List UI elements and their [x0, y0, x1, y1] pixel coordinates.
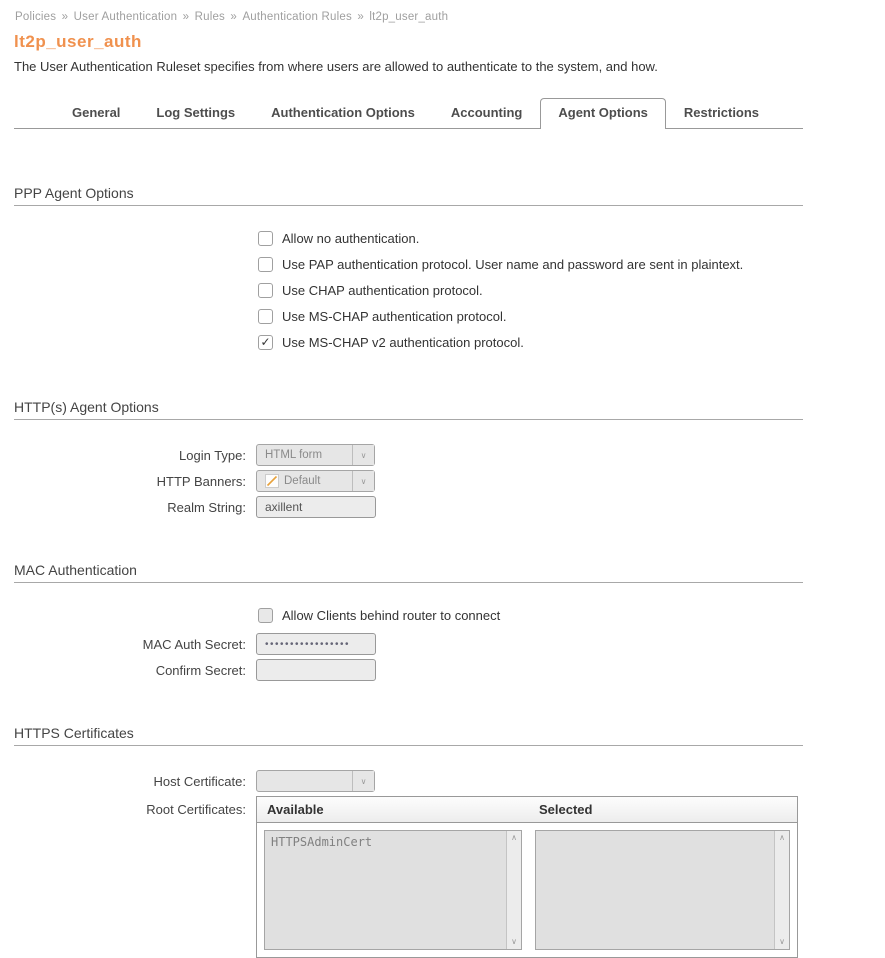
- checkbox[interactable]: [258, 309, 273, 324]
- section-heading: PPP Agent Options: [14, 185, 134, 201]
- checkbox[interactable]: [258, 335, 273, 350]
- page-title: lt2p_user_auth: [14, 32, 142, 51]
- mac-auth-secret-input[interactable]: [256, 633, 376, 655]
- available-header: Available: [267, 802, 324, 817]
- ppp-checkbox-list: [258, 230, 803, 350]
- section-http-agent-options: [14, 399, 803, 518]
- root-certificates-label: Root Certificates:: [146, 802, 246, 817]
- breadcrumb-rules[interactable]: Rules: [194, 11, 226, 23]
- checkbox-row-chap[interactable]: [258, 282, 803, 298]
- realm-string-label: Realm String:: [167, 499, 246, 515]
- login-type-row: [14, 444, 803, 466]
- section-mac-authentication: [14, 562, 803, 681]
- section-heading: MAC Authentication: [14, 562, 137, 578]
- section-heading: HTTP(s) Agent Options: [14, 399, 159, 415]
- realm-string-row: [14, 496, 803, 518]
- check-icon: ✓: [260, 335, 271, 349]
- section-divider: [14, 205, 803, 206]
- root-certificates-row: [14, 796, 803, 958]
- tab-log-settings[interactable]: Log Settings: [156, 105, 236, 120]
- checkbox-row-mschap[interactable]: [258, 308, 803, 324]
- breadcrumb-user-authentication[interactable]: User Authentication: [73, 11, 178, 23]
- scroll-up-icon[interactable]: ∧: [511, 833, 517, 842]
- checkbox-label: Use CHAP authentication protocol.: [282, 282, 483, 298]
- checkbox-row-allow-no-auth[interactable]: [258, 230, 803, 246]
- dual-list-body: [257, 823, 797, 957]
- tab-accounting[interactable]: Accounting: [450, 105, 523, 120]
- checkbox-row-pap[interactable]: [258, 256, 803, 272]
- banner-edit-icon: [265, 474, 279, 488]
- login-type-value: HTML form: [265, 449, 323, 461]
- section-divider: [14, 419, 803, 420]
- tab-bar: [14, 100, 803, 129]
- host-certificate-row: [14, 770, 803, 792]
- checkbox[interactable]: [258, 283, 273, 298]
- checkbox[interactable]: [258, 231, 273, 246]
- checkbox-label: Use PAP authentication protocol. User name and password are sent in plaintext.: [282, 256, 744, 272]
- scroll-down-icon[interactable]: ∨: [779, 937, 785, 946]
- page-description: The User Authentication Ruleset specifies from where users are allowed to authenticate to the system, and how.: [14, 59, 658, 74]
- chevron-down-icon[interactable]: ∨: [352, 471, 374, 491]
- host-certificate-select[interactable]: [256, 770, 375, 792]
- checkbox-row-mschap-v2[interactable]: [258, 334, 803, 350]
- confirm-secret-label: Confirm Secret:: [155, 662, 246, 678]
- mac-auth-secret-row: [14, 633, 803, 655]
- confirm-secret-row: [14, 659, 803, 681]
- confirm-secret-input[interactable]: [256, 659, 376, 681]
- breadcrumb-separator: »: [61, 11, 69, 23]
- realm-string-input[interactable]: [256, 496, 376, 518]
- breadcrumb-authentication-rules[interactable]: Authentication Rules: [242, 11, 352, 23]
- selected-listbox[interactable]: [535, 830, 790, 950]
- checkbox-label: Allow Clients behind router to connect: [282, 607, 501, 623]
- checkbox[interactable]: [258, 257, 273, 272]
- login-type-select[interactable]: [256, 444, 375, 466]
- section-heading: HTTPS Certificates: [14, 725, 134, 741]
- selected-header: Selected: [539, 802, 593, 817]
- section-divider: [14, 745, 803, 746]
- section-divider: [14, 582, 803, 583]
- available-scrollbar[interactable]: [506, 831, 521, 949]
- breadcrumb: [14, 11, 803, 23]
- checkbox-label: Allow no authentication.: [282, 230, 420, 246]
- chevron-down-icon[interactable]: ∨: [352, 771, 374, 791]
- tab-restrictions[interactable]: Restrictions: [683, 105, 760, 120]
- http-banners-label: HTTP Banners:: [156, 473, 246, 489]
- checkbox[interactable]: [258, 608, 273, 623]
- checkbox-label: Use MS-CHAP authentication protocol.: [282, 308, 507, 324]
- section-ppp-agent-options: [14, 185, 803, 350]
- breadcrumb-current: lt2p_user_auth: [369, 11, 449, 23]
- mac-auth-secret-label: MAC Auth Secret:: [142, 636, 246, 652]
- available-listbox[interactable]: [264, 830, 522, 950]
- scroll-down-icon[interactable]: ∨: [511, 937, 517, 946]
- host-certificate-label: Host Certificate:: [153, 773, 246, 789]
- checkbox-label: Use MS-CHAP v2 authentication protocol.: [282, 334, 524, 350]
- dual-list-header: [257, 797, 797, 823]
- login-type-label: Login Type:: [179, 447, 246, 463]
- root-certificates-panel: [256, 796, 798, 958]
- selected-scrollbar[interactable]: [774, 831, 789, 949]
- breadcrumb-separator: »: [230, 11, 238, 23]
- http-banners-value: Default: [284, 475, 321, 487]
- list-item[interactable]: HTTPSAdminCert: [271, 835, 373, 849]
- http-banners-value-wrap: [257, 474, 352, 488]
- http-banners-row: [14, 470, 803, 492]
- section-https-certificates: [14, 725, 803, 958]
- breadcrumb-separator: »: [182, 11, 190, 23]
- tab-agent-options[interactable]: Agent Options: [540, 98, 666, 129]
- chevron-down-icon[interactable]: ∨: [352, 445, 374, 465]
- checkbox-row-allow-clients-behind-router[interactable]: [258, 607, 803, 623]
- breadcrumb-separator: »: [357, 11, 364, 23]
- tab-general[interactable]: General: [72, 105, 121, 120]
- http-banners-select[interactable]: [256, 470, 375, 492]
- scroll-up-icon[interactable]: ∧: [779, 833, 785, 842]
- breadcrumb-policies[interactable]: Policies: [15, 11, 57, 23]
- tab-authentication-options[interactable]: Authentication Options: [271, 105, 415, 120]
